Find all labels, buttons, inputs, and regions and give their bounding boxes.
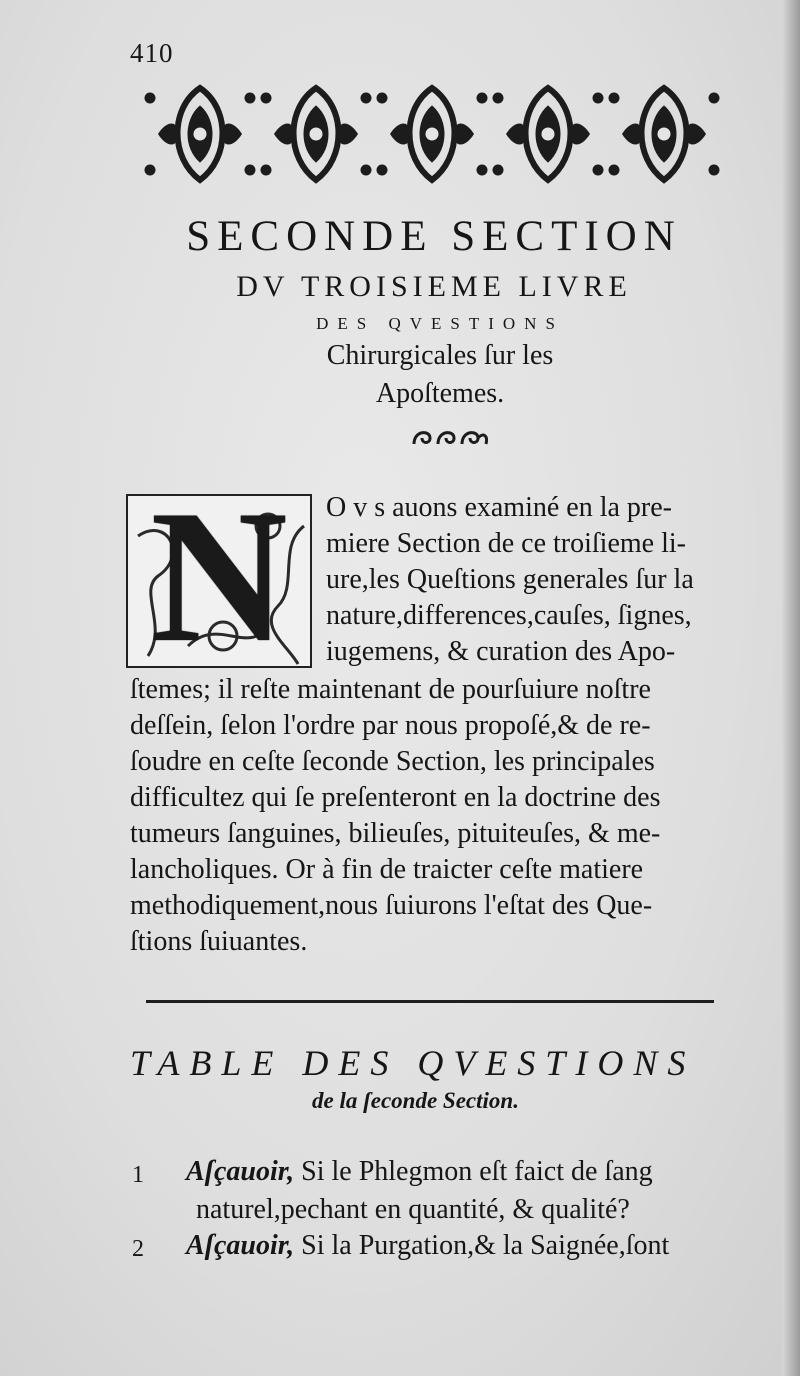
questions-title: DES QVESTIONS (316, 314, 564, 333)
ornamental-headpiece (140, 78, 736, 190)
question-number: 2 (132, 1236, 144, 1262)
body-line: miere Section de ce troiſieme li- (326, 528, 686, 559)
body-line: tumeurs ſanguines, bilieuſes, pituiteuſes, & me- (130, 818, 661, 849)
body-line: deſſein, ſelon l'ordre par nous propoſé,& de re- (130, 710, 651, 741)
book-title: DV TROISIEME LIVRE (236, 270, 632, 303)
body-line: ſtemes; il reſte maintenant de pourſuiure noſtre (130, 674, 651, 705)
table-subtitle: de la ſeconde Section. (312, 1088, 519, 1113)
section-title: SECONDE SECTION (186, 213, 682, 260)
subtitle-line-2: Apoſtemes. (375, 378, 505, 409)
page-edge-shadow (782, 0, 800, 1376)
horizontal-rule (146, 1000, 714, 1003)
question-text-continued: naturel,pechant en quantité, & qualité? (196, 1194, 630, 1225)
question-item (186, 1158, 653, 1186)
decorated-initial-letter (126, 494, 312, 668)
question-text: Si la Purgation,& la Saignée,ſont (301, 1230, 670, 1261)
body-line: ſtions ſuiuantes. (130, 926, 308, 957)
initial-N: N (150, 494, 288, 668)
body-line: ure,les Queſtions generales ſur la (326, 564, 694, 595)
body-line: difficultez qui ſe preſenteront en la doctrine des (130, 782, 661, 813)
question-number: 1 (132, 1162, 144, 1188)
body-line: nature,differences,cauſes, ſignes, (326, 600, 692, 631)
body-line: lancholiques. Or à fin de traicter ceſte matiere (130, 854, 644, 885)
question-lead: Aſçauoir, (186, 1230, 295, 1261)
body-line: ſoudre en ceſte ſeconde Section, les principales (130, 746, 655, 777)
page-number: 410 (130, 38, 174, 68)
table-title: TABLE DES QVESTIONS (130, 1043, 696, 1083)
question-text: Si le Phlegmon eſt faict de ſang (301, 1156, 653, 1187)
subtitle-line-1: Chirurgicales ſur les (326, 340, 554, 371)
fleuron-ornament (408, 424, 490, 450)
body-line: methodiquement,nous ſuiurons l'eſtat des Que- (130, 890, 653, 921)
question-lead: Aſçauoir, (186, 1156, 295, 1187)
question-item (186, 1232, 669, 1260)
body-line: O v s auons examiné en la pre- (326, 492, 672, 523)
body-line: iugemens, & curation des Apo- (326, 636, 676, 667)
